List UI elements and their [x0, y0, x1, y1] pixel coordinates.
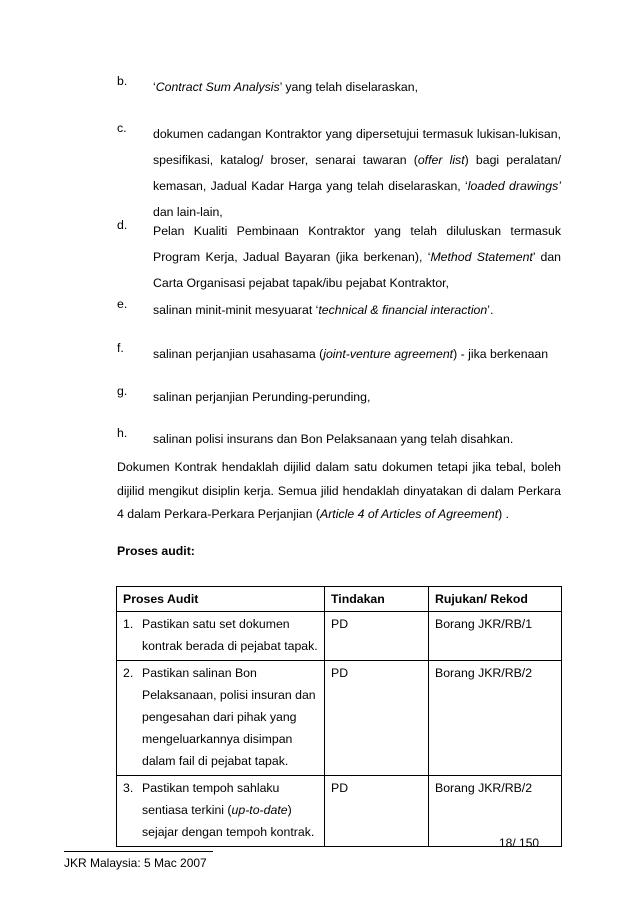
list-item-text: [153, 384, 561, 410]
rujukan-cell: Borang JKR/RB/2: [429, 661, 562, 776]
text-segment: dalam fail di pejabat tapak.: [142, 754, 289, 768]
step-text: [142, 613, 318, 657]
step-number: 3.: [123, 781, 134, 795]
text-segment: ’ yang telah diselaraskan,: [279, 80, 418, 94]
text-segment: ) bagi peralatan/ kemasan, Jadual Kadar Harga yang telah diselaraskan, ‘: [153, 153, 561, 193]
text-segment: ): [287, 803, 292, 817]
audit-table: [116, 586, 562, 847]
italic-text: loaded drawings’: [467, 179, 561, 193]
text-segment: ) - jika berkenaan: [453, 347, 549, 361]
rujukan-cell: Borang JKR/RB/1: [429, 612, 562, 661]
italic-text: joint-venture agreement: [323, 347, 454, 361]
footer-text: JKR Malaysia: 5 Mac 2007: [64, 856, 207, 870]
list-item-label: g.: [117, 384, 128, 398]
text-segment: Dokumen Kontrak hendaklah dijilid dalam satu dokumen tetapi jika tebal, boleh dijilid mengikut disiplin kerja. Semua jilid hendaklah dinyatakan di dalam Perkara 4 dalam Perkara-Perkara Perjanjian (: [117, 460, 561, 521]
rujukan-cell: Borang JKR/RB/2: [429, 776, 562, 847]
text-segment: Pastikan satu set dokumen: [142, 617, 290, 631]
list-item-label: d.: [117, 218, 128, 232]
step-line: [142, 635, 318, 657]
table-row: [117, 661, 562, 776]
text-segment: sejajar dengan tempoh kontrak.: [142, 825, 315, 839]
text-segment: ’ dan Carta Organisasi pejabat tapak/ibu pejabat Kontraktor,: [153, 250, 561, 290]
text-segment: Pastikan tempoh sahlaku: [142, 781, 280, 795]
step-line: [142, 662, 316, 684]
tindakan-cell: PD: [325, 661, 429, 776]
text-segment: sentiasa terkini (: [142, 803, 232, 817]
proses-cell: [117, 776, 325, 847]
step-line: [142, 684, 316, 706]
list-item-label: b.: [117, 74, 128, 88]
step-line: [142, 706, 316, 728]
italic-text: Article 4 of Articles of Agreement: [320, 507, 499, 521]
list-item-label: h.: [117, 426, 128, 440]
list-item-text: [153, 121, 561, 225]
text-segment: salinan minit-minit mesyuarat ‘: [153, 303, 319, 317]
list-item-text: [153, 218, 561, 296]
text-segment: pengesahan dari pihak yang: [142, 710, 297, 724]
text-segment: salinan perjanjian Perunding-perunding,: [153, 390, 371, 404]
step-text: [142, 662, 316, 772]
text-segment: ‘: [153, 80, 156, 94]
step-line: [142, 728, 316, 750]
table-row: [117, 776, 562, 847]
proses-cell: [117, 612, 325, 661]
list-item-text: [153, 426, 561, 452]
list-item-text: [153, 341, 561, 367]
step-text: [142, 777, 314, 843]
text-segment: dan lain-lain,: [153, 205, 223, 219]
text-segment: kontrak berada di pejabat tapak.: [142, 639, 318, 653]
italic-text: Contract Sum Analysis: [155, 80, 280, 94]
italic-text: offer list: [417, 153, 465, 167]
step-line: [142, 821, 314, 843]
footer-divider: [64, 851, 213, 852]
step-line: [142, 613, 318, 635]
header-rujukan: Rujukan/ Rekod: [429, 587, 562, 612]
text-segment: dokumen cadangan Kontraktor yang dipersetujui termasuk lukisan-lukisan, spesifikasi, katalog/ broser, senarai tawaran (: [153, 127, 561, 167]
tindakan-cell: PD: [325, 612, 429, 661]
step-line: [142, 777, 314, 799]
text-segment: Pastikan salinan Bon: [142, 666, 257, 680]
italic-text: Method Statement: [430, 250, 533, 264]
tindakan-cell: PD: [325, 776, 429, 847]
text-segment: mengeluarkannya disimpan: [142, 732, 293, 746]
text-segment: salinan polisi insurans dan Bon Pelaksanaan yang telah disahkan.: [153, 432, 514, 446]
section-heading: Proses audit:: [117, 544, 195, 558]
header-proses-audit: Proses Audit: [117, 587, 325, 612]
italic-text: technical & financial interaction: [318, 303, 488, 317]
step-number: 1.: [123, 617, 134, 631]
text-segment: Pelan Kualiti Pembinaan Kontraktor yang telah diluluskan termasuk Program Kerja, Jadual Bayaran (jika berkenan), ‘: [153, 224, 561, 264]
header-tindakan: Tindakan: [325, 587, 429, 612]
step-line: [142, 750, 316, 772]
step-line: [142, 799, 314, 821]
list-item-text: [153, 297, 561, 323]
table-row: [117, 612, 562, 661]
step-number: 2.: [123, 666, 134, 680]
text-segment: ) .: [498, 507, 510, 521]
proses-cell: [117, 661, 325, 776]
italic-text: up-to-date: [231, 803, 288, 817]
list-item-label: e.: [117, 297, 128, 311]
page-number: 18/ 150: [499, 836, 540, 850]
list-item-label: f.: [117, 341, 124, 355]
text-segment: ’.: [487, 303, 494, 317]
body-paragraph: [117, 456, 561, 527]
table-header-row: [117, 587, 562, 612]
list-item-label: c.: [117, 121, 127, 135]
text-segment: salinan perjanjian usahasama (: [153, 347, 324, 361]
list-item-text: [153, 74, 561, 100]
text-segment: Pelaksanaan, polisi insuran dan: [142, 688, 316, 702]
